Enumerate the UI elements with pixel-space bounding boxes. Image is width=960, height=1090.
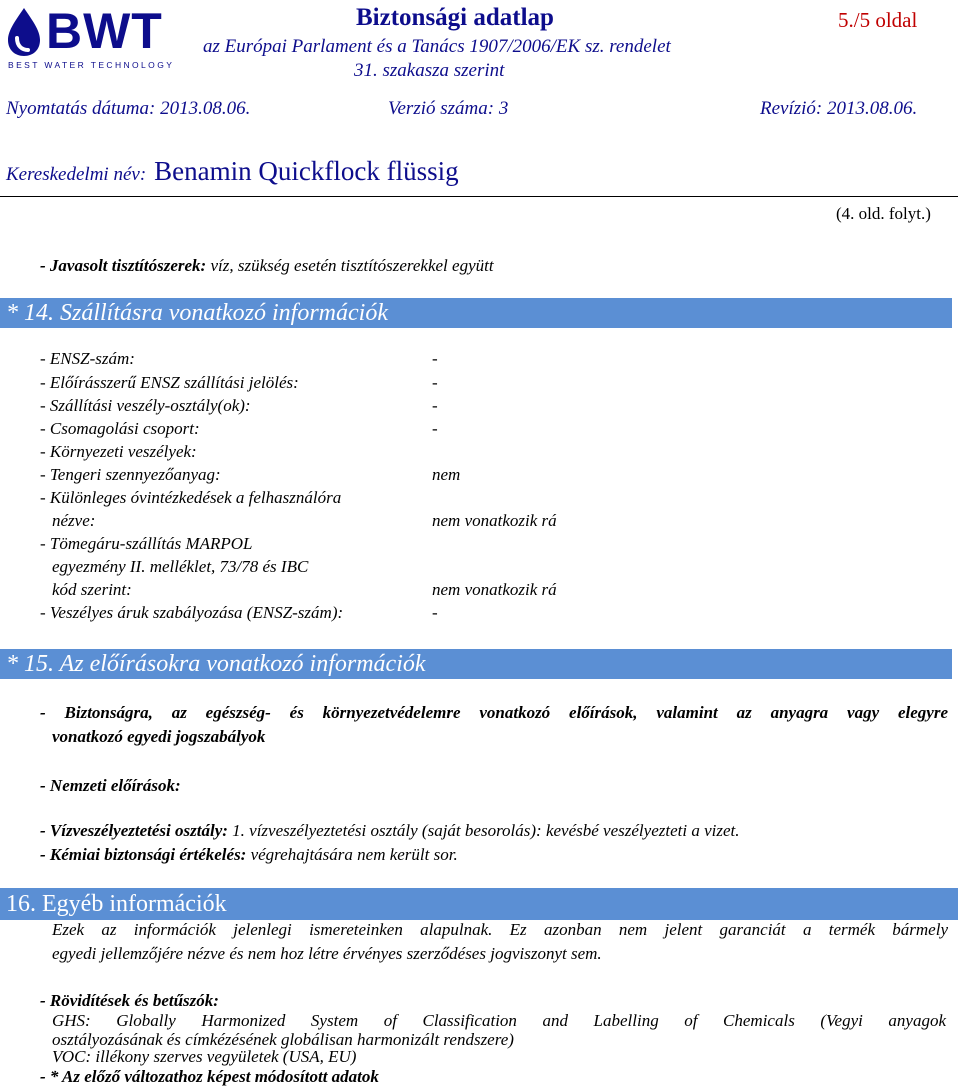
section-16-header: 16. Egyéb információk <box>0 888 958 920</box>
transport-row-value: - <box>432 396 438 415</box>
trade-name-label: Kereskedelmi név: <box>6 164 147 185</box>
transport-row-label: - Előírásszerű ENSZ szállítási jelölés: <box>40 373 299 392</box>
trade-name: Benamin Quickflock flüssig <box>154 156 459 186</box>
transport-row-label: - Különleges óvintézkedések a felhasználóra <box>40 488 342 507</box>
transport-row-label: - Tömegáru-szállítás MARPOL <box>40 534 253 553</box>
other-info-line-1: Ezek az információk jelenlegi ismereteinken alapulnak. Ez azonban nem jelent garanciát a termék bármely <box>52 920 948 939</box>
section-14-header: * 14. Szállításra vonatkozó információk <box>0 298 952 328</box>
water-hazard-label: - Vízveszélyeztetési osztály: <box>40 821 228 840</box>
logo-text: BWT <box>46 3 163 59</box>
cleaners-label: - Javasolt tisztítószerek: <box>40 256 207 275</box>
other-info-line-2: egyedi jellemzőjére nézve és nem hoz létre érvényes szerződéses jogviszonyt sem. <box>52 944 602 963</box>
water-hazard-class <box>40 820 739 842</box>
print-date: Nyomtatás dátuma: 2013.08.06. <box>6 98 251 119</box>
regulations-intro-line-1: - Biztonságra, az egészség- és környezetvédelemre vonatkozó előírások, valamint az anyagra vagy elegyre <box>40 703 948 722</box>
transport-row-label: nézve: <box>52 511 96 530</box>
continued-note: (4. old. folyt.) <box>836 204 931 223</box>
logo-tagline: BEST WATER TECHNOLOGY <box>8 60 175 70</box>
abbreviation-voc: VOC: illékony szerves vegyületek (USA, EU) <box>52 1047 357 1066</box>
abbreviation-ghs-line-1: GHS: Globally Harmonized System of Classification and Labelling of Chemicals (Vegyi anyagok <box>52 1011 946 1030</box>
transport-row-label: - Veszélyes áruk szabályozása (ENSZ-szám): <box>40 603 344 622</box>
transport-row-label: - Csomagolási csoport: <box>40 419 200 438</box>
regulation-line-1: az Európai Parlament és a Tanács 1907/2006/EK sz. rendelet <box>203 36 671 57</box>
transport-row-value: - <box>432 373 438 392</box>
header-rule <box>0 196 958 197</box>
trade-name-line <box>6 156 459 187</box>
transport-row-value: - <box>432 419 438 438</box>
transport-row-value: nem <box>432 465 461 484</box>
transport-row-label: egyezmény II. melléklet, 73/78 és IBC <box>52 557 309 576</box>
transport-row-label: - Környezeti veszélyek: <box>40 442 197 461</box>
transport-row-value: nem vonatkozik rá <box>432 580 557 599</box>
abbreviation-ghs-line-2: osztályozásának és címkézésének globálisan harmonizált rendszere) <box>52 1030 514 1049</box>
transport-row-label: kód szerint: <box>52 580 132 599</box>
transport-row-label: - Szállítási veszély-osztály(ok): <box>40 396 251 415</box>
regulations-intro-line-2: vonatkozó egyedi jogszabályok <box>52 727 266 746</box>
recommended-cleaners <box>40 255 494 277</box>
chemical-safety-value: végrehajtására nem került sor. <box>250 845 458 864</box>
changed-data-note: - * Az előző változathoz képest módosított adatok <box>40 1067 379 1086</box>
water-hazard-value: 1. vízveszélyeztetési osztály (saját besorolás): kevésbé veszélyezteti a vizet. <box>232 821 740 840</box>
section-15-header: * 15. Az előírásokra vonatkozó információk <box>0 649 952 679</box>
transport-row-value: - <box>432 603 438 622</box>
document-title: Biztonsági adatlap <box>356 4 554 31</box>
version-number: Verzió száma: 3 <box>388 98 509 119</box>
transport-row-label: - ENSZ-szám: <box>40 349 135 368</box>
chemical-safety-assessment <box>40 844 458 866</box>
transport-row-value: - <box>432 349 438 368</box>
page-number: 5./5 oldal <box>838 8 918 32</box>
national-regulations-label: - Nemzeti előírások: <box>40 776 181 795</box>
revision-date: Revízió: 2013.08.06. <box>760 98 918 119</box>
abbreviations-label: - Rövidítések és betűszók: <box>40 991 219 1010</box>
chemical-safety-label: - Kémiai biztonsági értékelés: <box>40 845 247 864</box>
transport-row-value: nem vonatkozik rá <box>432 511 557 530</box>
cleaners-value: víz, szükség esetén tisztítószerekkel együtt <box>210 256 494 275</box>
bwt-logo <box>4 4 184 68</box>
regulation-line-2: 31. szakasza szerint <box>354 60 505 81</box>
transport-row-label: - Tengeri szennyezőanyag: <box>40 465 221 484</box>
